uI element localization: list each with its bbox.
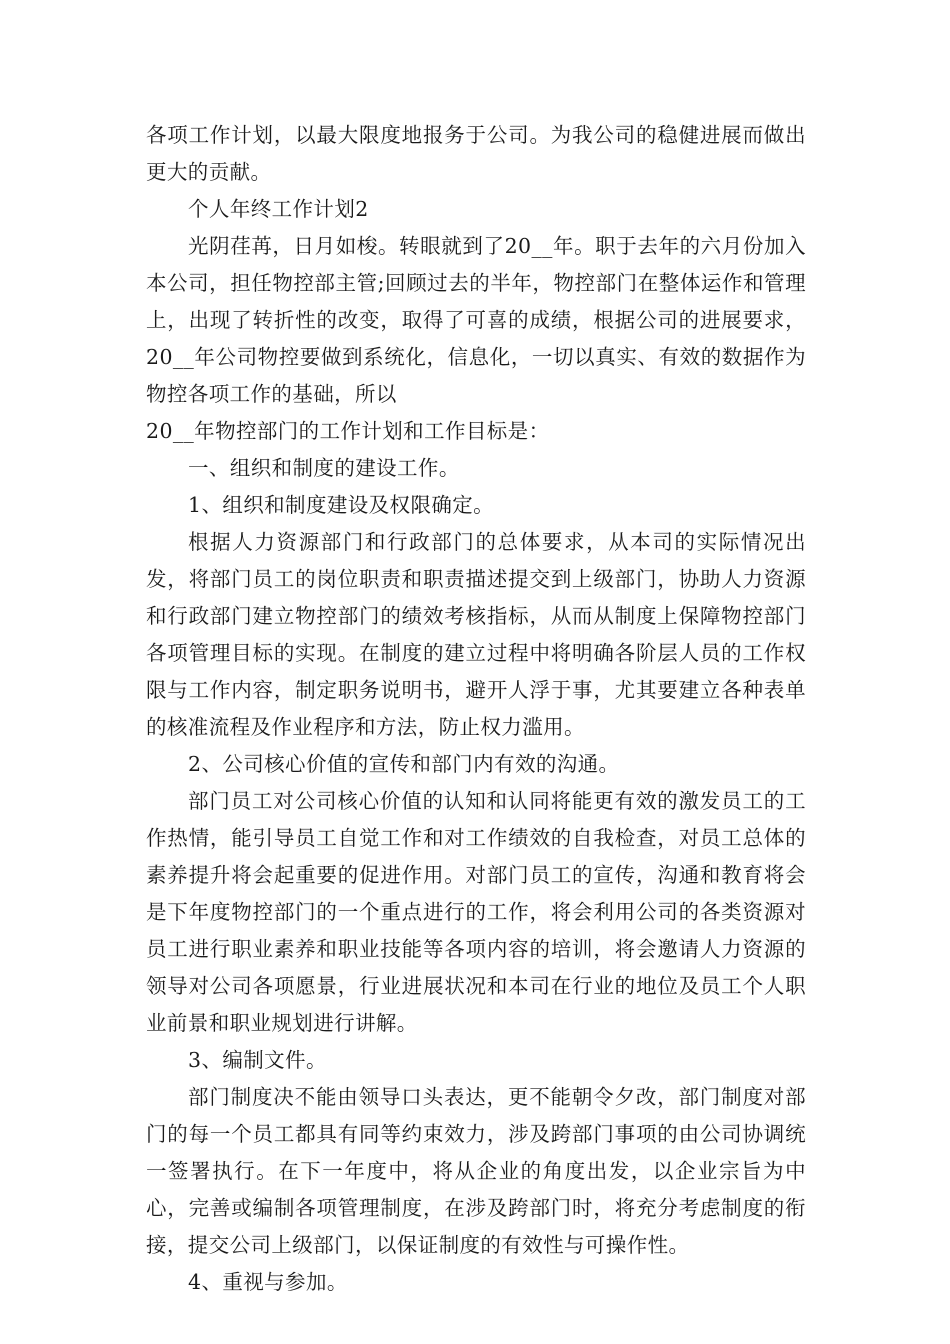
- paragraph: 光阴荏苒，日月如梭。转眼就到了20__年。职于去年的六月份加入本公司，担任物控部主管;回顾过去的半年，物控部门在整体运作和管理上，出现了转折性的改变，取得了可喜的成绩，根据公司的进展要求，20__年公司物控要做到系统化，信息化，一切以真实、有效的数据作为物控各项工作的基础，所以: [146, 234, 806, 406]
- paragraph: 部门制度决不能由领导口头表达，更不能朝令夕改，部门制度对部门的每一个员工都具有同等约束效力，涉及跨部门事项的由公司协调统一签署执行。在下一年度中，将从企业的角度出发，以企业宗旨为中心，完善或编制各项管理制度，在涉及跨部门时，将充分考虑制度的衔接，提交公司上级部门，以保证制度的有效性与可操作性。: [146, 1085, 806, 1257]
- paragraph: 根据人力资源部门和行政部门的总体要求，从本司的实际情况出发，将部门员工的岗位职责和职责描述提交到上级部门，协助人力资源和行政部门建立物控部门的绩效考核指标，从而从制度上保障物控部门各项管理目标的实现。在制度的建立过程中将明确各阶层人员的工作权限与工作内容，制定职务说明书，避开人浮于事，尤其要建立各种表单的核准流程及作业程序和方法，防止权力滥用。: [146, 530, 806, 739]
- subsection-title: 1、组织和制度建设及权限确定。: [188, 493, 495, 517]
- document-body: [146, 117, 806, 1301]
- subsection-title: 4、重视与参加。: [188, 1270, 348, 1294]
- paragraph-continuation: 20__年物控部门的工作计划和工作目标是：: [146, 419, 550, 443]
- subsection-title: 2、公司核心价值的宣传和部门内有效的沟通。: [188, 752, 620, 776]
- section-title: 一、组织和制度的建设工作。: [188, 456, 460, 480]
- subsection-title: 3、编制文件。: [188, 1048, 327, 1072]
- paragraph-continuation: 各项工作计划，以最大限度地报务于公司。为我公司的稳健进展而做出更大的贡献。: [146, 123, 806, 184]
- section-heading: 个人年终工作计划2: [188, 197, 369, 221]
- paragraph: 部门员工对公司核心价值的认知和认同将能更有效的激发员工的工作热情，能引导员工自觉工作和对工作绩效的自我检查，对员工总体的素养提升将会起重要的促进作用。对部门员工的宣传，沟通和教育将会是下年度物控部门的一个重点进行的工作，将会利用公司的各类资源对员工进行职业素养和职业技能等各项内容的培训，将会邀请人力资源的领导对公司各项愿景，行业进展状况和本司在行业的地位及员工个人职业前景和职业规划进行讲解。: [146, 789, 806, 1035]
